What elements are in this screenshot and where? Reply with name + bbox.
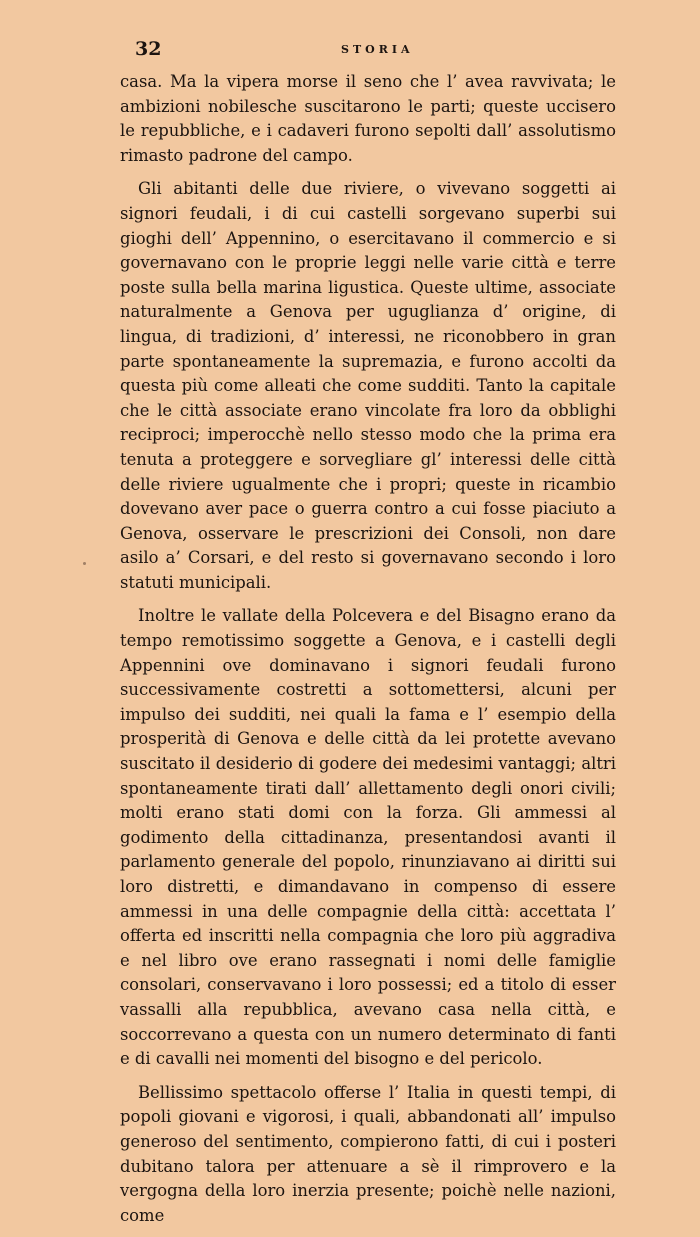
body-text: [120, 70, 616, 1237]
paragraph-continuation: casa. Ma la vipera morse il seno che l’ avea ravvivata; le ambizioni nobilesche suscitarono le parti; queste uccisero le repubbliche, e i cadaveri furono sepolti dall’ assolutismo rimasto padrone del campo.: [120, 72, 616, 165]
running-title: STORIA: [341, 43, 414, 56]
page-header: [135, 38, 615, 62]
paragraph-vallate: Inoltre le vallate della Polcevera e del Bisagno erano da tempo remotissimo soggette a Genova, e i castelli degli Appennini ove dominavano i signori feudali furono successivamente costretti a sottomettersi, alcuni per impulso dei sudditi, nei quali la fama e l’ esempio della prosperità di Genova e delle città da lei protette avevano suscitato il desiderio di godere dei medesimi vantaggi; altri spontaneamente tirati dall’ allettamento degli onori civili; molti erano stati domi con la forza. Gli ammessi al godimento della cittadinanza, presentandosi avanti il parlamento generale del popolo, rinunziavano ai diritti sui loro distretti, e dimandavano in compenso di essere ammessi in una delle compagnie della città: accettata l’ offerta ed inscritti nella compagnia che loro più aggradiva e nel libro ove erano rassegnati i nomi delle famiglie consolari, conservavano i loro possessi; ed a titolo di esser vassalli alla repubblica, avevano casa nella città, e soccorrevano a questa con un numero determinato di fanti e di cavalli nei momenti del bisogno e del pericolo.: [120, 606, 616, 1069]
paragraph-riviere: Gli abitanti delle due riviere, o vivevano soggetti ai signori feudali, i di cui castelli sorgevano superbi sui gioghi dell’ Appennino, o esercitavano il commercio e si governavano con le proprie leggi nelle varie città e terre poste sulla bella marina ligustica. Queste ultime, associate naturalmente a Genova per uguglianza d’ origine, di lingua, di tradizioni, d’ interessi, ne riconobbero in gran parte spontaneamente la supremazia, e furono accolti da questa più come alleati che come sudditi. Tanto la capitale che le città associate erano vincolate fra loro da obblighi reciproci; imperocchè nello stesso modo che la prima era tenuta a proteggere e sorvegliare gl’ interessi delle città delle riviere ugualmente che i propri; queste in ricambio dovevano aver pace o guerra contro a cui fosse piaciuto a Genova, osservare le prescrizioni dei Consoli, non dare asilo a’ Corsari, e del resto si governavano secondo i loro statuti municipali.: [120, 179, 616, 592]
paragraph-spettacolo: Bellissimo spettacolo offerse l’ Italia in questi tempi, di popoli giovani e vigorosi, i quali, abbandonati all’ impulso generoso del sentimento, compierono fatti, di cui i posteri dubitano talora per attenuare a sè il rimprovero e la vergogna della loro inerzia presente; poichè nelle nazioni, come: [120, 1082, 616, 1225]
paper-speck: [83, 562, 86, 565]
page-number: 32: [135, 38, 162, 60]
